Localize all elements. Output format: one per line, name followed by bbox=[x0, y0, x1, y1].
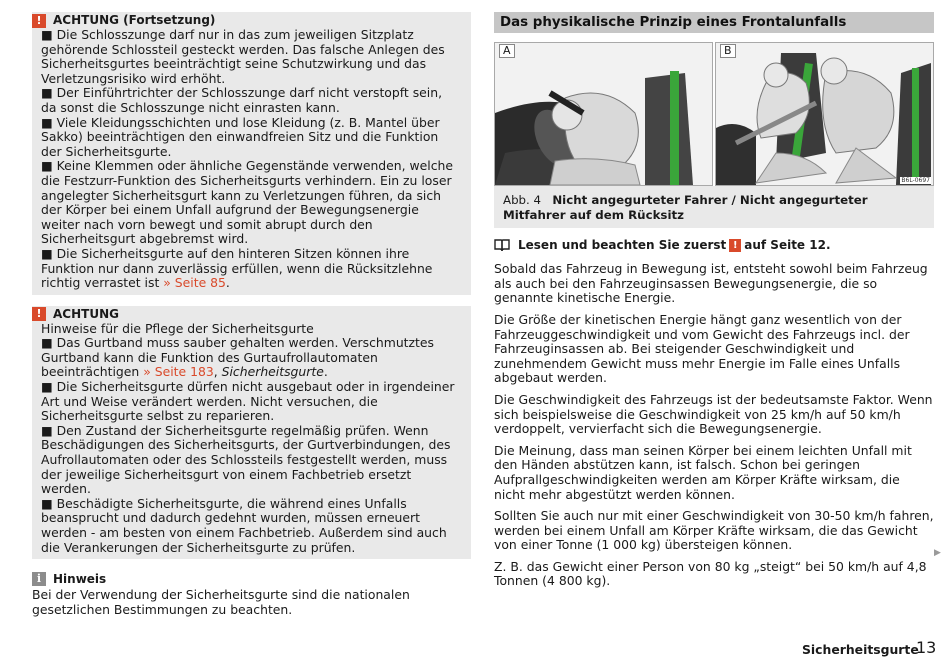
page-number: 13 bbox=[916, 638, 937, 657]
section-title: Das physikalische Prinzip eines Frontalunfalls bbox=[494, 12, 934, 33]
paragraph: Z. B. das Gewicht einer Person von 80 kg „steigt“ bei 50 km/h auf 4,8 Tonnen (4 800 kg). bbox=[494, 558, 927, 589]
warning-box-continued bbox=[32, 12, 471, 295]
panel-label-a: A bbox=[499, 44, 515, 58]
paragraph: Die Meinung, dass man seinen Körper bei einem leichten Unfall mit den Händen abstützen kann, ist falsch. Schon bei geringen Aufprallgeschwindigkeiten werden am Körper Kräfte wirksam, die nicht mehr abgestützt werden können. bbox=[494, 442, 912, 502]
panel-label-b: B bbox=[720, 44, 736, 58]
figure-code: B6L-0697 bbox=[901, 177, 930, 184]
figure-panel-a bbox=[494, 42, 713, 186]
warning-box-care bbox=[32, 306, 471, 560]
warning-intro: Hinweise für die Pflege der Sicherheitsgurte bbox=[41, 320, 314, 336]
warning-icon: ! bbox=[32, 307, 46, 321]
figure-caption: Abb. 4 Nicht angegurteter Fahrer / Nicht angegurteter Mitfahrer auf dem Rücksitz bbox=[494, 186, 934, 228]
figure-panel-b bbox=[715, 42, 934, 186]
warning-item: ■ Den Zustand der Sicherheitsgurte regelmäßig prüfen. Wenn Beschädigungen des Sicherheitsgurts, der Gurtverbindungen, des Aufrollautomaten oder des Schlossteils festgestellt werden, muss der jeweilige Sicherheitsgurt von einem Fachbetrieb ersetzt werden. bbox=[41, 422, 451, 497]
read-first-note: Lesen und beachten Sie zuerst ! auf Seite 12. bbox=[494, 237, 934, 253]
page-link[interactable]: » Seite 85 bbox=[163, 275, 226, 291]
warning-icon[interactable]: ! bbox=[729, 239, 741, 252]
warning-header bbox=[32, 306, 471, 322]
book-icon bbox=[494, 238, 510, 252]
warning-item: ■ Die Sicherheitsgurte dürfen nicht ausgebaut oder in irgendeiner Art und Weise verändert werden. Nicht versuchen, die Sicherheitsgurte selbst zu reparieren. bbox=[41, 379, 455, 424]
warning-icon: ! bbox=[32, 14, 46, 28]
hint-header bbox=[32, 571, 471, 586]
continue-arrow-icon: ▶ bbox=[934, 548, 941, 558]
footer-section-title: Sicherheitsgurte bbox=[802, 642, 919, 657]
unbelted-rear-passenger-illustration bbox=[716, 43, 933, 185]
page-link[interactable]: » Seite 183 bbox=[143, 364, 214, 380]
paragraph: Die Geschwindigkeit des Fahrzeugs ist der bedeutsamste Faktor. Wenn sich beispielsweise die Geschwindigkeit von 25 km/h auf 50 km/h verdoppelt, vervierfacht sich die Bewegungsenergie. bbox=[494, 391, 933, 437]
warning-item: ■ Das Gurtband muss sauber gehalten werden. Verschmutztes Gurtband kann die Funktion des Gurtaufrollautomaten beeinträchtigen » Seite 183, Sicherheitsgurte. bbox=[41, 335, 434, 380]
warning-body bbox=[32, 28, 471, 291]
warning-item: ■ Beschädigte Sicherheitsgurte, die während eines Unfalls beansprucht und dadurch gedehnt wurden, müssen erneuert werden - am besten von einem Fachbetrieb. Außerdem sind auch die Verankerungen der Sicherheitsgurte zu prüfen. bbox=[41, 495, 447, 555]
paragraph: Sollten Sie auch nur mit einer Geschwindigkeit von 30-50 km/h fahren, werden bei einem Unfall am Körper Kräfte wirksam, die das Gewicht von einer Tonne (1 000 kg) übersteigen können. bbox=[494, 508, 934, 553]
warning-item: ■ Viele Kleidungsschichten und lose Kleidung (z. B. Mantel über Sakko) beeinträchtigen den einwandfreien Sitz und die Funktion der Sicherheitsgurte. bbox=[41, 114, 440, 159]
hint-title: Hinweis bbox=[53, 571, 107, 586]
warning-item: ■ Die Schlosszunge darf nur in das zum jeweiligen Sitzplatz gehörende Schlossteil gesteckt werden. Das falsche Anlegen des Sicherheitsgurtes beeinträchtigt seine Schutzwirkung und das Verletzungsrisiko wird erhöht. bbox=[41, 27, 445, 86]
warning-body bbox=[32, 322, 471, 556]
figure-illustration bbox=[494, 42, 934, 186]
unbelted-driver-illustration bbox=[495, 43, 712, 185]
paragraph: Sobald das Fahrzeug in Bewegung ist, entsteht sowohl beim Fahrzeug als auch bei den Fahrzeuginsassen Bewegungsenergie, die so genannte kinetische Energie. bbox=[494, 261, 928, 306]
paragraph: Die Größe der kinetischen Energie hängt ganz wesentlich von der Fahrzeuggeschwindigkeit und vom Gewicht des Fahrzeugs incl. der Fahrzeuginsassen ab. Bei steigender Geschwindigkeit und zunehmendem Gewicht muss mehr Energie im Falle eines Unfalls abgebaut werden. bbox=[494, 311, 910, 386]
warning-item: ■ Der Einführtrichter der Schlosszunge darf nicht verstopft sein, da sonst die Schlosszunge nicht einrasten kann. bbox=[41, 85, 443, 115]
left-column bbox=[32, 12, 471, 617]
warning-title: ACHTUNG bbox=[53, 306, 119, 321]
right-column bbox=[494, 12, 934, 589]
hint-text: Bei der Verwendung der Sicherheitsgurte sind die nationalen gesetzlichen Bestimmungen zu beachten. bbox=[32, 587, 410, 617]
warning-item: ■ Die Sicherheitsgurte auf den hinteren Sitzen können ihre Funktion nur dann zuverlässig erfüllen, wenn die Rücksitzlehne richtig verrastet ist » Seite 85. bbox=[41, 245, 433, 291]
info-icon: i bbox=[32, 572, 46, 586]
warning-item: ■ Keine Klemmen oder ähnliche Gegenstände verwenden, welche die Festzurr-Funktion des Sicherheitsgurts verhindern. Ein zu loser angelegter Sicherheitsgurt kann zu Verletzungen führen, da sich der Körper bei einem Unfall aufgrund der Bewegungsenergie weiter nach vorn bewegt und somit abrupt durch den Sicherheitsgurt abgebremst wird. bbox=[41, 158, 454, 247]
body-text bbox=[494, 262, 934, 589]
warning-header bbox=[32, 12, 471, 28]
warning-title: ACHTUNG (Fortsetzung) bbox=[53, 13, 216, 27]
